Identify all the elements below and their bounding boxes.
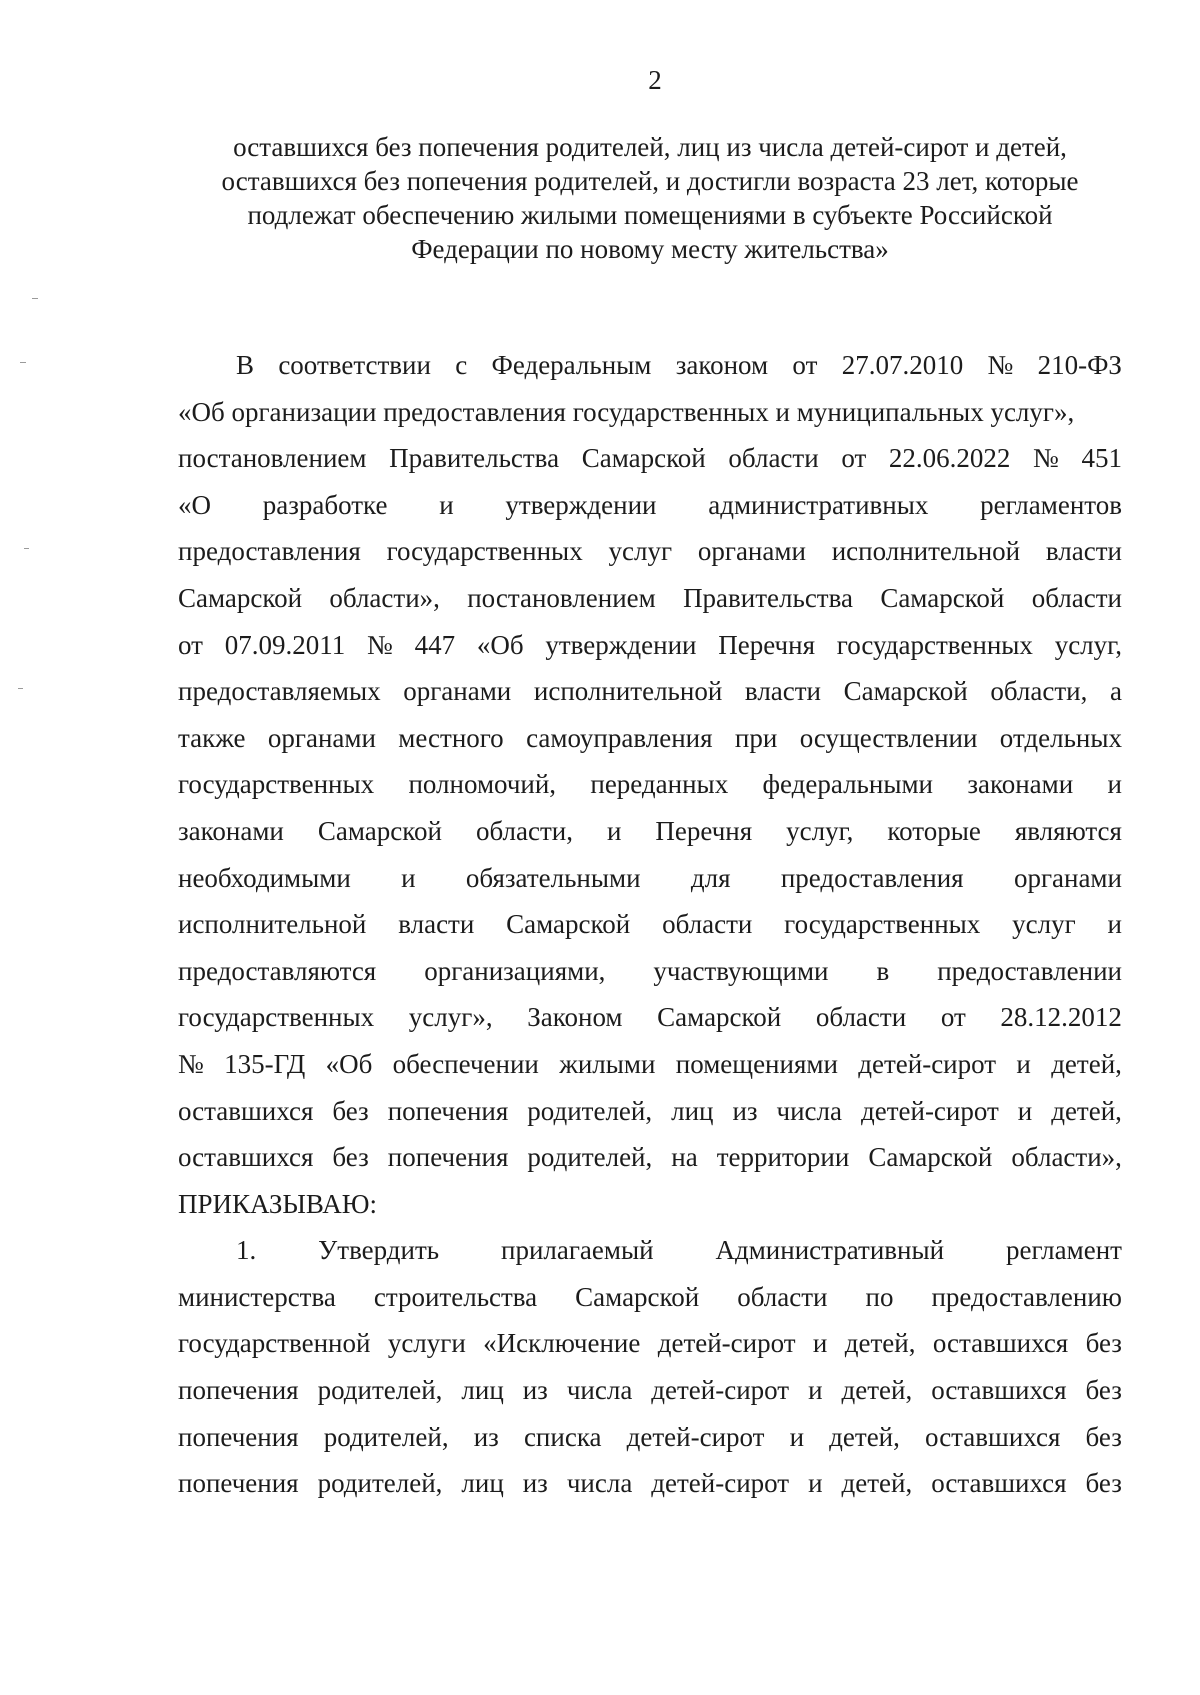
heading-line: Федерации по новому месту жительства» [411,234,889,264]
body-word: № [987,350,1014,380]
body-word: необходимыми [178,862,351,893]
body-line [178,575,1122,622]
body-word: предоставляемых [178,676,381,707]
body-word: лиц [461,1375,504,1406]
body-word: услуг, [1054,629,1122,660]
body-word: из [522,1375,548,1406]
body-word: с [455,350,468,380]
body-line [178,994,1122,1041]
body-word: ПРИКАЗЫВАЮ: [178,1188,377,1219]
body-word: Самарской [575,1281,700,1312]
body-word: государственных [784,909,981,940]
body-word: оставшихся [931,1468,1067,1499]
body-line [178,901,1122,948]
body-word: области, [990,676,1088,707]
body-line [178,1274,1122,1321]
body-word: Самарской [506,909,631,940]
body-word: детей, [841,1468,913,1499]
body-word: Законом [527,1002,623,1033]
body-word: детей-сирот [626,1421,765,1452]
body-word: родителей, [527,1142,653,1173]
scan-mark [18,688,23,689]
body-word: постановлением [467,582,656,613]
body-word: от [178,629,203,660]
body-line [178,1134,1122,1181]
body-word: детей, [844,1328,916,1359]
body-word: без [332,1142,369,1173]
body-word: родителей, [527,1095,653,1126]
document-heading [160,130,1140,266]
body-word: исполнительной [831,536,1021,567]
body-word: государственных [178,769,375,800]
heading-line: оставшихся без попечения родителей, и достигли возраста 23 лет, которые [221,166,1079,196]
body-word: «Исключение [483,1328,641,1359]
body-word: Самарской [317,815,442,846]
body-word: Административный [715,1235,945,1266]
body-line [178,1367,1122,1414]
body-word: без [1085,1328,1122,1359]
body-word: самоуправления [526,722,713,753]
body-word: области [815,1002,907,1033]
body-line [178,435,1122,482]
scan-mark [24,548,29,549]
body-word: государственных [836,629,1033,660]
body-word: прилагаемый [501,1235,654,1266]
body-word: органами [267,722,376,753]
body-word: для [690,862,731,893]
body-word: предоставления [178,536,361,567]
body-word: Самарской [843,676,968,707]
body-word: № [367,629,393,660]
body-line [178,1460,1122,1507]
body-word: Самарской [178,582,303,613]
body-word: также [178,722,246,753]
body-word: числа [566,1468,633,1499]
body-word: помещениями [675,1048,838,1079]
body-word: исполнительной [178,909,367,940]
document-body [178,342,1122,1507]
body-word: лиц [461,1468,504,1499]
body-word: и [606,815,622,846]
body-word: местного [398,722,504,753]
scan-mark [32,298,38,299]
body-word: родителей, [317,1468,443,1499]
body-word: детей-сирот [657,1328,796,1359]
body-word: территории [716,1142,850,1173]
body-line [178,761,1122,808]
body-word: от [841,443,867,474]
body-word: Самарской [581,443,706,474]
body-word: жилыми [559,1048,656,1079]
body-word: оставшихся [931,1375,1067,1406]
body-line [178,855,1122,902]
body-word: области [737,1281,828,1312]
body-word: переданных [590,769,729,800]
body-word: № [178,1048,204,1079]
body-word: услуг», [408,1002,493,1033]
body-word: обязательными [465,862,641,893]
body-word: и [1107,769,1122,800]
body-word: попечения [178,1375,299,1406]
body-word: области [1031,582,1122,613]
body-word: «Об [325,1048,373,1079]
body-word: лиц [671,1095,714,1126]
body-word: Утвердить [318,1235,440,1266]
body-word: от [792,350,818,380]
body-word: 22.06.2022 [888,443,1011,474]
body-word: и [439,489,454,520]
page-number: 2 [648,65,662,95]
body-word: законом [675,350,769,380]
body-word: законами [967,769,1074,800]
body-line [178,1088,1122,1135]
body-word: области», [329,582,440,613]
body-word: без [1085,1375,1122,1406]
body-word: 135-ГД [224,1048,306,1079]
body-word: 27.07.2010 [841,350,964,380]
body-word: строительства [373,1281,538,1312]
body-word: утверждении [505,489,657,520]
body-line [178,808,1122,855]
body-line [178,528,1122,575]
body-word: Федеральным [491,350,652,380]
body-word: предоставлению [931,1281,1122,1312]
body-word: без [332,1095,369,1126]
body-word: государственных [386,536,583,567]
body-word: без [1085,1421,1122,1452]
heading-line: подлежат обеспечению жилыми помещениями в субъекте Российской [247,200,1053,230]
body-word: детей, [829,1421,900,1452]
body-word: родителей, [323,1421,449,1452]
body-word: числа [776,1095,843,1126]
body-word: списка [523,1421,602,1452]
body-word: полномочий, [408,769,557,800]
body-word: из [522,1468,548,1499]
body-word: организациями, [424,955,606,986]
body-word: власти [744,676,822,707]
body-word: попечения [387,1095,509,1126]
heading-line: оставшихся без попечения родителей, лиц из числа детей-сирот и детей, [233,132,1067,162]
body-word: и [1016,1048,1031,1079]
body-word: Перечня [655,815,753,846]
body-word: детей-сирот [860,1095,999,1126]
body-word: административных [708,489,929,520]
body-word: и [808,1375,823,1406]
body-word: из [732,1095,758,1126]
body-line [178,1414,1122,1461]
body-line [178,948,1122,995]
body-word: соответствии [278,350,431,380]
body-word: детей, [841,1375,913,1406]
body-line [178,389,1122,436]
body-word: власти [1045,536,1122,567]
body-word: регламент [1006,1235,1122,1266]
body-word: и [1107,909,1122,940]
body-word: 07.09.2011 [224,629,346,660]
body-word: осуществлении [799,722,978,753]
body-word: «О [178,489,211,520]
body-word: Самарской [868,1142,993,1173]
body-word: детей-сирот [651,1375,790,1406]
body-word: Перечня [718,629,816,660]
body-word: без [1085,1468,1122,1499]
body-word: попечения [178,1468,299,1499]
body-word: по [865,1281,894,1312]
body-word: родителей, [317,1375,443,1406]
body-word: детей, [1051,1048,1122,1079]
body-word: услуги [387,1328,466,1359]
body-word: государственных [178,1002,375,1033]
body-line [178,1227,1122,1274]
body-word: № [1033,443,1059,474]
body-word: 1. [236,1235,257,1266]
scan-mark [20,362,26,363]
body-word: «Об организации предоставления государственных и муниципальных услуг», [178,396,1075,427]
body-word: а [1110,676,1122,707]
body-word: обеспечении [392,1048,539,1079]
body-word: предоставления [780,862,964,893]
body-word: предоставлении [937,955,1122,986]
body-word: 447 [414,629,456,660]
body-word: на [671,1142,698,1173]
body-word: области, [475,815,573,846]
body-word: услуг [1012,909,1076,940]
body-word: отдельных [999,722,1122,753]
body-word: 451 [1081,443,1122,474]
body-word: оставшихся [178,1095,314,1126]
body-word: утверждении [545,629,697,660]
body-word: оставшихся [932,1328,1069,1359]
body-line [178,342,1122,389]
body-word: органами [403,676,512,707]
body-word: власти [398,909,475,940]
body-word: и [812,1328,828,1359]
body-word: попечения [178,1421,299,1452]
body-word: постановлением [178,443,367,474]
body-word: детей, [1051,1095,1122,1126]
body-word: услуг, [786,815,854,846]
body-word: и [808,1468,823,1499]
body-line [178,1320,1122,1367]
body-word: оставшихся [178,1142,314,1173]
body-word: исполнительной [533,676,723,707]
body-word: и [1017,1095,1033,1126]
body-word: органами [1013,862,1122,893]
body-word: органами [697,536,806,567]
body-word: законами [178,815,284,846]
body-word: и [401,862,416,893]
body-word: области [662,909,753,940]
body-line [178,622,1122,669]
body-word: услуг [608,536,673,567]
body-word: разработке [262,489,388,520]
body-word: участвующими [653,955,829,986]
body-line [178,482,1122,529]
body-word: которые [887,815,981,846]
body-word: детей-сирот [858,1048,997,1079]
body-line [178,1041,1122,1088]
body-line [178,668,1122,715]
body-word: и [789,1421,805,1452]
body-line [178,715,1122,762]
body-word: при [734,722,778,753]
body-word: от [940,1002,966,1033]
body-word: Правительства [389,443,560,474]
body-line [178,1181,1122,1228]
body-word: Самарской [880,582,1005,613]
body-word: числа [566,1375,633,1406]
body-word: регламентов [980,489,1122,520]
body-word: детей-сирот [651,1468,790,1499]
body-word: 28.12.2012 [1000,1002,1122,1033]
body-word: В [236,350,255,380]
body-word: в [876,955,890,986]
body-word: Самарской [657,1002,782,1033]
body-word: предоставляются [178,955,377,986]
body-word: государственной [178,1328,371,1359]
body-word: 210-ФЗ [1037,350,1122,380]
body-word: федеральными [762,769,933,800]
body-word: «Об [476,629,524,660]
body-word: Правительства [683,582,853,613]
body-word: являются [1014,815,1122,846]
body-word: министерства [178,1281,336,1312]
body-word: из [473,1421,499,1452]
body-word: области», [1011,1142,1122,1173]
body-word: области [728,443,819,474]
body-word: оставшихся [925,1421,1061,1452]
body-word: попечения [387,1142,509,1173]
